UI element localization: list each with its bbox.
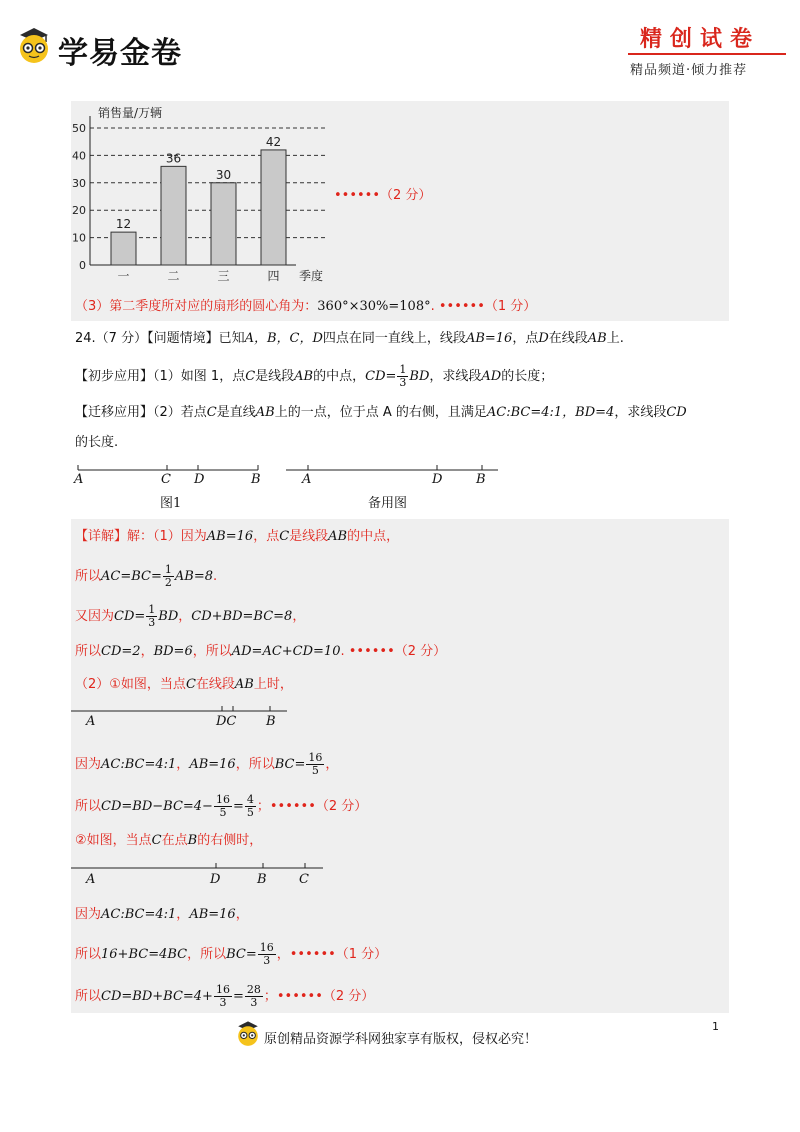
x-axis-label: 季度 bbox=[299, 269, 324, 283]
footer-copyright: 原创精品资源学科网独家享有版权，侵权必究！ bbox=[264, 1032, 538, 1047]
q24-part1-fraction bbox=[397, 364, 408, 389]
sol-6c: ， bbox=[176, 757, 190, 772]
sol-5a: （2）①如图，当点 bbox=[75, 677, 186, 692]
sol-6a: 因为 bbox=[75, 757, 102, 772]
header bbox=[0, 0, 800, 80]
sol-2d: . bbox=[213, 569, 218, 584]
sol-line-10 bbox=[75, 942, 387, 967]
q24-part2-d: AB bbox=[255, 405, 275, 420]
sol-line-6 bbox=[75, 752, 338, 777]
bar bbox=[161, 166, 186, 265]
header-rule bbox=[628, 53, 786, 55]
sol-9d: AB=16 bbox=[189, 907, 236, 922]
sol-1f: AB bbox=[328, 529, 348, 544]
fraction-denominator: 3 bbox=[399, 376, 407, 389]
fraction-numerator: 1 bbox=[164, 563, 172, 576]
q24-intro-b: 四点在同一直线上，线段 bbox=[322, 331, 466, 346]
sol-3-fraction bbox=[146, 604, 157, 629]
fraction-numerator: 4 bbox=[246, 793, 254, 806]
sol-6b: AC:BC=4:1 bbox=[101, 757, 177, 772]
sol-1a: 解：（1）因为 bbox=[127, 529, 207, 544]
q24-number: 24.（7 分） bbox=[75, 331, 148, 346]
sol-4a: 所以 bbox=[75, 644, 102, 659]
fig1-label-b: B bbox=[251, 472, 261, 487]
y-axis-label: 销售量/万辆 bbox=[98, 106, 163, 120]
q24-part1-g: BD bbox=[409, 369, 430, 384]
sol-2a: 所以 bbox=[75, 569, 102, 584]
y-tick-label: 10 bbox=[72, 231, 86, 245]
chart-score: ••••••（2 分） bbox=[334, 188, 432, 203]
q23-part3-line bbox=[75, 298, 536, 316]
sol-4b: CD=2 bbox=[101, 644, 141, 659]
fraction-denominator: 3 bbox=[148, 616, 156, 629]
y-tick-label: 30 bbox=[72, 176, 86, 190]
sol-10-fraction bbox=[258, 942, 276, 967]
solution-figure-1 bbox=[71, 705, 289, 717]
sol-7-fraction-1 bbox=[214, 794, 232, 819]
q24-part2-cont: 的长度. bbox=[75, 435, 119, 450]
fraction-numerator: 28 bbox=[246, 983, 261, 996]
sol-11-fraction-2 bbox=[245, 984, 263, 1009]
sol-5b: C bbox=[185, 677, 196, 692]
fig2-label-d: D bbox=[432, 472, 443, 487]
q24-part1-h: ，求线段 bbox=[429, 369, 482, 384]
q24-part2-g: ，求线段 bbox=[614, 405, 667, 420]
bar-value-label: 12 bbox=[115, 217, 132, 232]
sol-4d: BD=6 bbox=[153, 644, 193, 659]
sol-1d: C bbox=[279, 529, 290, 544]
q24-part1-label: 【初步应用】 bbox=[75, 369, 154, 384]
sol-7-fraction-2 bbox=[245, 794, 256, 819]
fraction-denominator: 5 bbox=[311, 764, 319, 777]
q24-part1-c: 是线段 bbox=[255, 369, 295, 384]
y-tick-label: 50 bbox=[72, 122, 86, 135]
sol-6g: ， bbox=[325, 757, 339, 772]
sol-8a: ②如图，当点 bbox=[75, 833, 152, 848]
sol-1b: AB=16 bbox=[206, 529, 254, 544]
q24-part2-label: 【迁移应用】 bbox=[75, 405, 154, 420]
solution-figure-2 bbox=[71, 862, 327, 874]
sol-11c: = bbox=[232, 989, 244, 1004]
fraction-numerator: 16 bbox=[259, 941, 274, 954]
sol-3e: CD+BD=BC=8 bbox=[191, 609, 293, 624]
sol-1g: 的中点， bbox=[347, 529, 400, 544]
q24-intro-a: 已知 bbox=[218, 331, 245, 346]
x-tick-label: 一 bbox=[117, 269, 130, 283]
sol-7c: = bbox=[232, 799, 244, 814]
sol-8e: 的右侧时， bbox=[197, 833, 263, 848]
solfig2-label-d: D bbox=[210, 872, 221, 887]
sol-5c: 在线段 bbox=[195, 677, 235, 692]
bar bbox=[111, 232, 136, 265]
mascot-logo-icon bbox=[14, 26, 54, 66]
sol-6e: ，所以 bbox=[235, 757, 275, 772]
sol-10c: ，所以 bbox=[187, 947, 227, 962]
q24-part2-a: （2）若点 bbox=[153, 405, 207, 420]
q24-part1-f: CD= bbox=[365, 369, 397, 384]
solfig1-label-a: A bbox=[86, 714, 96, 729]
fig1-label-d: D bbox=[194, 472, 205, 487]
q24-part2-f: AC:BC=4:1，BD=4 bbox=[486, 405, 615, 420]
q24-part2-e: 上的一点，位于点 A 的右侧，且满足 bbox=[274, 405, 487, 420]
sol-line-3 bbox=[75, 604, 305, 629]
q24-intro-ab: AB=16 bbox=[465, 331, 513, 346]
fraction-numerator: 16 bbox=[215, 793, 230, 806]
sol-3a: 又因为 bbox=[75, 609, 115, 624]
stamp-title: 精创试卷 bbox=[640, 26, 761, 52]
fig1-caption: 图1 bbox=[160, 496, 182, 511]
sol-3b: CD= bbox=[114, 609, 146, 624]
solfig1-label-b: B bbox=[266, 714, 276, 729]
q24-intro-e: 在线段 bbox=[548, 331, 588, 346]
fraction-numerator: 16 bbox=[308, 751, 323, 764]
sol-11a: 所以 bbox=[75, 989, 102, 1004]
bar-value-label: 36 bbox=[165, 151, 182, 166]
solfig2-label-c: C bbox=[299, 872, 309, 887]
sol-1e: 是线段 bbox=[289, 529, 329, 544]
fraction-numerator: 16 bbox=[215, 983, 230, 996]
sol-line-2 bbox=[75, 564, 217, 589]
sol-6f: BC= bbox=[274, 757, 306, 772]
sol-line-4 bbox=[75, 643, 446, 661]
sol-10b: 16+BC=4BC bbox=[101, 947, 188, 962]
sol-2c: AB=8 bbox=[174, 569, 213, 584]
sol-line-9 bbox=[75, 906, 249, 924]
sol-2b: AC=BC= bbox=[101, 569, 162, 584]
q24-part1 bbox=[75, 364, 553, 389]
solfig1-label-dc: DC bbox=[216, 714, 237, 729]
sol-9a: 因为 bbox=[75, 907, 102, 922]
sol-8b: C bbox=[151, 833, 162, 848]
fraction-denominator: 3 bbox=[263, 954, 271, 967]
sol-4g: . ••••••（2 分） bbox=[340, 644, 447, 659]
y-tick-label: 0 bbox=[79, 259, 86, 272]
figure-1 bbox=[72, 462, 272, 490]
sol-7d: ；••••••（2 分） bbox=[256, 799, 368, 814]
q24-intro bbox=[75, 330, 624, 348]
sol-line-7 bbox=[75, 794, 367, 819]
fig2-label-a: A bbox=[302, 472, 312, 487]
sol-line-1 bbox=[75, 528, 399, 546]
sol-1c: ，点 bbox=[253, 529, 280, 544]
q24-intro-label: 【问题情境】 bbox=[147, 331, 219, 346]
sol-4f: AD=AC+CD=10 bbox=[231, 644, 341, 659]
sol-6d: AB=16 bbox=[189, 757, 236, 772]
solfig2-label-a: A bbox=[86, 872, 96, 887]
fig2-caption: 备用图 bbox=[368, 496, 408, 511]
fraction-denominator: 3 bbox=[250, 996, 258, 1009]
q24-intro-c: ，点 bbox=[512, 331, 539, 346]
q23-part3-score: . ••••••（1 分） bbox=[430, 299, 537, 314]
sol-label: 【详解】 bbox=[75, 529, 128, 544]
fraction-denominator: 2 bbox=[164, 576, 172, 589]
slogan: 精品频道·倾力推荐 bbox=[630, 63, 748, 78]
q24-part1-j: 的长度； bbox=[501, 369, 554, 384]
sol-10a: 所以 bbox=[75, 947, 102, 962]
solfig2-label-b: B bbox=[257, 872, 267, 887]
sol-9e: ， bbox=[235, 907, 249, 922]
x-tick-label: 四 bbox=[267, 269, 280, 283]
sol-3f: ， bbox=[292, 609, 306, 624]
q24-intro-f: AB bbox=[587, 331, 607, 346]
sol-10e: ，••••••（1 分） bbox=[276, 947, 388, 962]
bar bbox=[261, 150, 286, 265]
figure-backup bbox=[286, 462, 501, 490]
sol-8c: 在点 bbox=[161, 833, 188, 848]
fraction-denominator: 5 bbox=[219, 806, 227, 819]
sol-11-fraction-1 bbox=[214, 984, 232, 1009]
sol-8d: B bbox=[187, 833, 198, 848]
sol-10d: BC= bbox=[226, 947, 257, 962]
y-tick-label: 20 bbox=[72, 204, 86, 218]
q24-part2-b: C bbox=[206, 405, 217, 420]
q24-intro-d: D bbox=[538, 331, 549, 346]
q23-part3-math: 360°×30%=108° bbox=[317, 299, 431, 314]
fig1-label-c: C bbox=[161, 472, 171, 487]
sol-9c: ， bbox=[176, 907, 190, 922]
sol-5e: 上时， bbox=[253, 677, 293, 692]
y-tick-label: 40 bbox=[72, 149, 86, 163]
sol-line-5 bbox=[75, 676, 293, 694]
sol-line-8 bbox=[75, 832, 262, 850]
bar-chart bbox=[71, 101, 336, 286]
sol-9b: AC:BC=4:1 bbox=[101, 907, 177, 922]
fraction-denominator: 3 bbox=[219, 996, 227, 1009]
sol-3d: ， bbox=[178, 609, 192, 624]
q24-part1-e: 的中点， bbox=[313, 369, 366, 384]
bar-value-label: 30 bbox=[215, 167, 232, 182]
sol-3c: BD bbox=[158, 609, 179, 624]
q23-part3-text: （3）第二季度所对应的扇形的圆心角为： bbox=[75, 299, 318, 314]
q24-part1-b: C bbox=[245, 369, 256, 384]
q24-part2-h: CD bbox=[666, 405, 687, 420]
x-tick-label: 三 bbox=[217, 269, 230, 283]
brand-title: 学易金卷 bbox=[58, 36, 182, 71]
sol-line-11 bbox=[75, 984, 374, 1009]
q24-part1-i: AD bbox=[481, 369, 502, 384]
footer-mascot-icon bbox=[234, 1020, 262, 1048]
sol-4e: ，所以 bbox=[192, 644, 232, 659]
q24-part2 bbox=[75, 404, 687, 422]
q24-intro-points: A，B，C，D bbox=[244, 331, 323, 346]
bar bbox=[211, 183, 236, 265]
page-number: 1 bbox=[712, 1020, 719, 1033]
fraction-denominator: 5 bbox=[246, 806, 254, 819]
sol-11b: CD=BD+BC=4+ bbox=[101, 989, 213, 1004]
fig1-label-a: A bbox=[74, 472, 84, 487]
fraction-numerator: 1 bbox=[399, 363, 407, 376]
bar-value-label: 42 bbox=[265, 134, 282, 149]
sol-7a: 所以 bbox=[75, 799, 102, 814]
fig2-label-b: B bbox=[476, 472, 486, 487]
sol-4c: ， bbox=[140, 644, 154, 659]
q24-intro-g: 上. bbox=[606, 331, 624, 346]
q24-part1-a: （1）如图 1，点 bbox=[153, 369, 246, 384]
fraction-numerator: 1 bbox=[148, 603, 156, 616]
x-tick-label: 二 bbox=[167, 269, 180, 283]
sol-11d: ；••••••（2 分） bbox=[263, 989, 375, 1004]
q24-part2-c: 是直线 bbox=[216, 405, 256, 420]
sol-2-fraction bbox=[163, 564, 174, 589]
sol-6-fraction bbox=[306, 752, 324, 777]
q24-part1-d: AB bbox=[294, 369, 314, 384]
sol-5d: AB bbox=[234, 677, 254, 692]
sol-7b: CD=BD−BC=4− bbox=[101, 799, 213, 814]
